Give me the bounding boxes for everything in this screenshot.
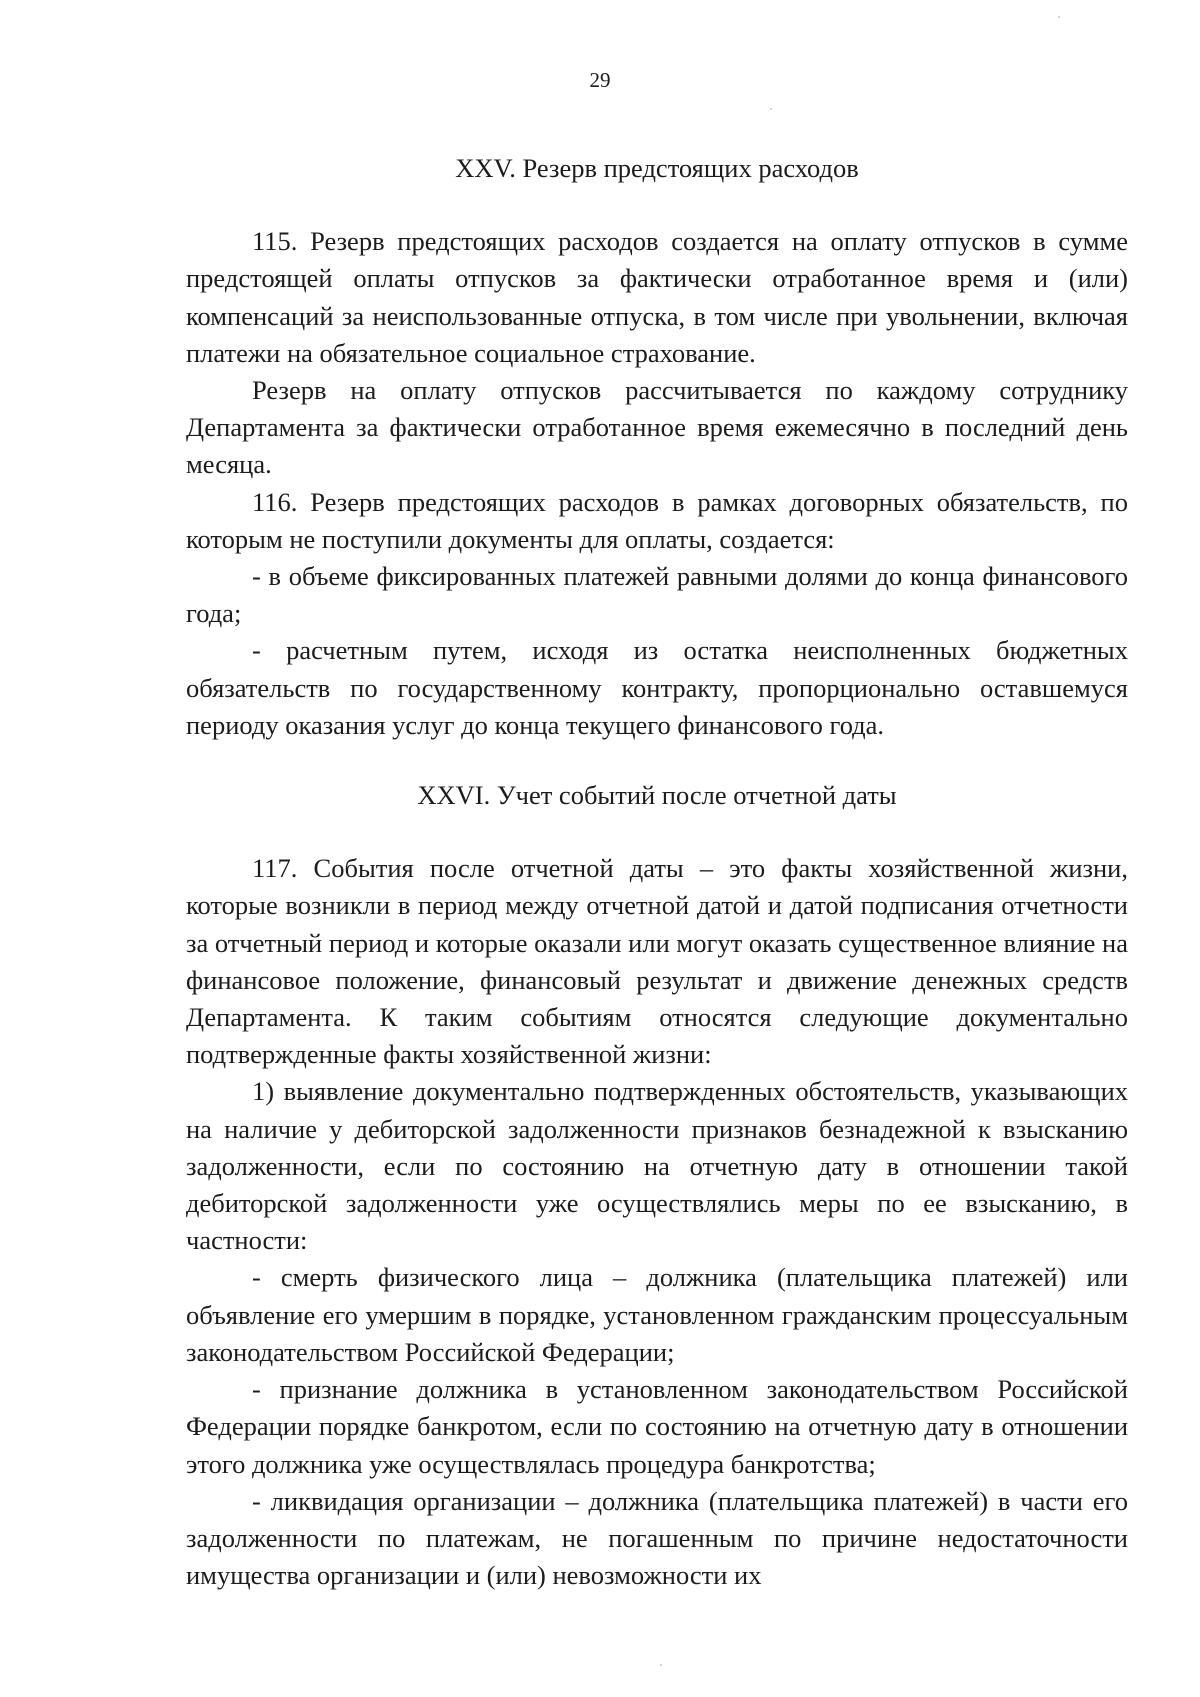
paragraph-117: 117. События после отчетной даты – это факты хозяйственной жизни, которые возникли в период между отчетной датой и датой подписания отчетности за отчетный период и которые оказали или могут оказать существенное влияние на финансовое положение, финансовый результат и движение денежных средств Департамента. К таким событиям относятся следующие документально подтвержденные факты хозяйственной жизни: xyxy=(186,853,1128,1070)
paragraph-116-item-calculated: - расчетным путем, исходя из остатка неисполненных бюджетных обязательств по государственному контракту, пропорционально оставшемуся периоду оказания услуг до конца текущего финансового года. xyxy=(186,635,1128,740)
section-26-heading: XXVI. Учет событий после отчетной даты xyxy=(417,780,897,811)
paragraph-item-liquidation: - ликвидация организации – должника (плательщика платежей) в части его задолженности по платежам, не погашенным по причине недостаточности имущества организации и (или) невозможности их xyxy=(186,1485,1128,1591)
paragraph-item-death: - смерть физического лица – должника (плательщика платежей) или объявление его умершим в порядке, установленном гражданским процессуальным законодательством Российской Федерации; xyxy=(186,1262,1128,1367)
paragraph-116-item-fixed: - в объеме фиксированных платежей равными долями до конца финансового года; xyxy=(186,561,1128,629)
scan-artifact xyxy=(770,108,772,110)
scan-artifact xyxy=(1058,16,1060,18)
paragraph-vacation-reserve: Резерв на оплату отпусков рассчитывается по каждому сотруднику Департамента за фактически отработанное время ежемесячно в последний день месяца. xyxy=(186,375,1128,480)
paragraph-115: 115. Резерв предстоящих расходов создается на оплату отпусков в сумме предстоящей оплаты отпусков за фактически отработанное время и (или) компенсаций за неиспользованные отпуска, в том числе при увольнении, включая платежи на обязательное социальное страхование. xyxy=(186,226,1128,368)
paragraph-item-bankruptcy: - признание должника в установленном законодательством Российской Федерации порядке банкротом, если по состоянию на отчетную дату в отношении этого должника уже осуществлялась процедура банкротства; xyxy=(186,1374,1128,1479)
page-number: 29 xyxy=(589,68,611,92)
page-content xyxy=(186,150,1128,1594)
paragraph-116: 116. Резерв предстоящих расходов в рамках договорных обязательств, по которым не поступили документы для оплаты, создается: xyxy=(186,486,1128,554)
scan-artifact xyxy=(660,1664,662,1666)
section-25-heading: XXV. Резерв предстоящих расходов xyxy=(455,153,859,183)
paragraph-117-item-1: 1) выявление документально подтвержденных обстоятельств, указывающих на наличие у дебиторской задолженности признаков безнадежной к взысканию задолженности, если по состоянию на отчетную дату в отношении такой дебиторской задолженности уже осуществлялись меры по ее взысканию, в частности: xyxy=(186,1076,1128,1256)
